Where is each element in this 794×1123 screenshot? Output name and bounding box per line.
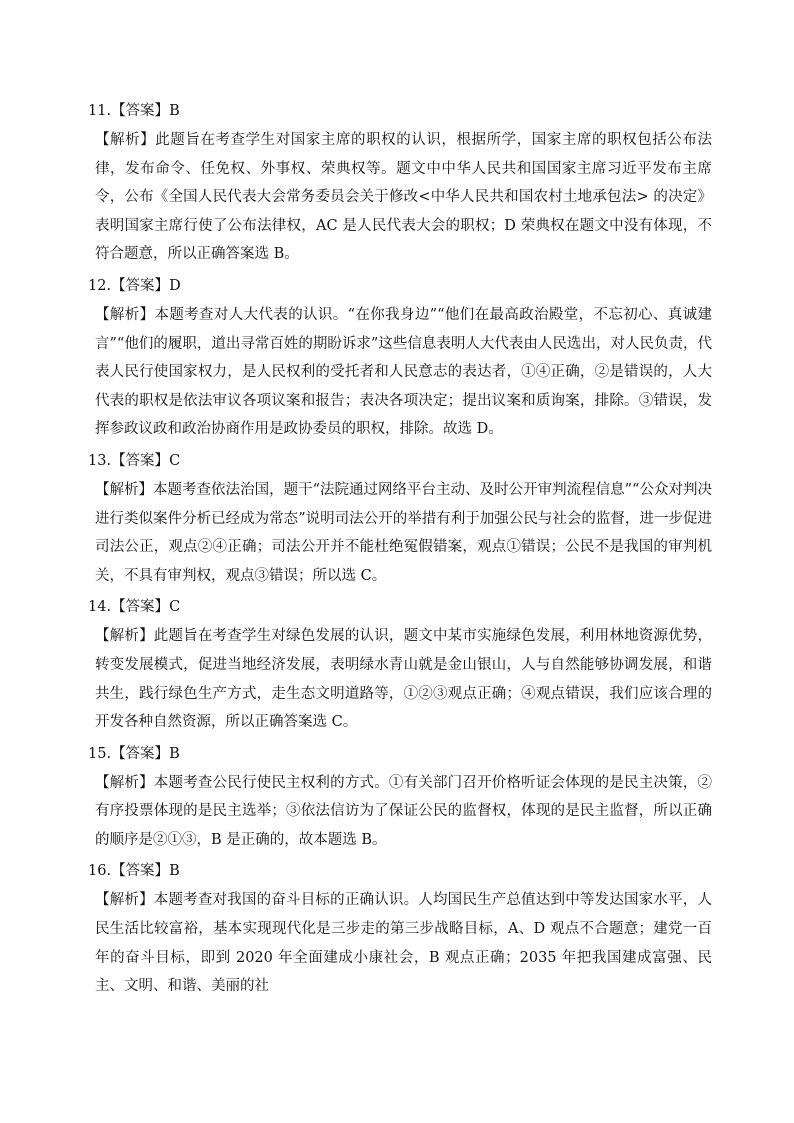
analysis-label: 【解析】 bbox=[95, 892, 154, 909]
question-number: 16. bbox=[88, 863, 112, 880]
analysis-text: 本题考查公民行使民主权利的方式。①有关部门召开价格听证会体现的是民主决策，②有序投票体现的是民主选举；③依法信访为了保证公民的监督权，体现的是民主监督，所以正确的顺序是②①③，B 是正确的，故本题选 B。 bbox=[95, 774, 712, 848]
analysis-text: 本题考查对人大代表的认识。“在你我身边”“他们在最高政治殿堂，不忘初心、真诚建言”“他们的履职，道出寻常百姓的期盼诉求”这些信息表明人大代表由人民选出，对人民负责，代表人民行使国家权力，是人民权利的受托者和人民意志的表达者，①④正确，②是错误的，人大代表的职权是依法审议各项议案和报告；表决各项决定；提出议案和质询案，排除。③错误，发挥参政议政和政治协商作用是政协委员的职权，排除。故选 D。 bbox=[95, 306, 712, 438]
answer-line bbox=[88, 96, 712, 126]
question-12 bbox=[88, 271, 712, 444]
analysis-label: 【解析】 bbox=[95, 481, 154, 498]
question-number: 11. bbox=[88, 103, 112, 119]
question-number: 12. bbox=[88, 277, 112, 294]
answer-value: B bbox=[169, 863, 180, 880]
answer-line bbox=[88, 592, 712, 622]
question-11 bbox=[88, 96, 712, 269]
analysis-text: 本题考查依法治国，题干“法院通过网络平台主动、及时公开审判流程信息”“公众对判决进行类似案件分析已经成为常态”说明司法公开的举措有利于加强公民与社会的监督，进一步促进司法公正，观点②④正确；司法公开并不能杜绝冤假错案，观点①错误；公民不是我国的审判机关，不具有审判权，观点③错误；所以选 C。 bbox=[95, 481, 712, 584]
analysis-label: 【解析】 bbox=[95, 306, 155, 323]
analysis-text: 本题考查对我国的奋斗目标的正确认识。人均国民生产总值达到中等发达国家水平，人民生活比较富裕，基本实现现代化是三步走的第三步战略目标，A、D 观点不合题意；建党一百年的奋斗目标，即到 2020 年全面建成小康社会，B 观点正确；2035 年把我国建成富强、民主、文明、和谐、美丽的社 bbox=[95, 892, 712, 995]
answer-value: C bbox=[169, 452, 181, 469]
analysis-paragraph bbox=[88, 301, 712, 444]
question-number: 15. bbox=[88, 745, 112, 762]
analysis-paragraph bbox=[88, 769, 712, 855]
analysis-paragraph bbox=[88, 476, 712, 590]
answer-label: 【答案】 bbox=[111, 452, 170, 469]
answer-value: B bbox=[169, 745, 180, 762]
analysis-label: 【解析】 bbox=[95, 628, 154, 645]
question-number: 13. bbox=[88, 452, 112, 469]
question-16 bbox=[88, 856, 712, 1000]
answer-label: 【答案】 bbox=[111, 745, 170, 762]
analysis-paragraph bbox=[88, 622, 712, 736]
answer-line bbox=[88, 271, 712, 301]
analysis-label: 【解析】 bbox=[95, 774, 154, 791]
question-14 bbox=[88, 592, 712, 736]
answer-label: 【答案】 bbox=[111, 599, 170, 616]
answer-line bbox=[88, 856, 712, 886]
analysis-label: 【解析】 bbox=[95, 132, 156, 148]
answer-line bbox=[88, 446, 712, 476]
analysis-paragraph bbox=[88, 126, 712, 269]
question-number: 14. bbox=[88, 599, 112, 616]
answer-value: D bbox=[169, 277, 181, 294]
question-13 bbox=[88, 446, 712, 590]
question-15 bbox=[88, 739, 712, 855]
answer-label: 【答案】 bbox=[111, 277, 170, 294]
answer-value: B bbox=[169, 103, 180, 119]
analysis-paragraph bbox=[88, 886, 712, 1000]
answer-value: C bbox=[169, 599, 181, 616]
answer-line bbox=[88, 739, 712, 769]
answer-label: 【答案】 bbox=[111, 103, 170, 119]
analysis-text: 此题旨在考查学生对国家主席的职权的认识，根据所学，国家主席的职权包括公布法律，发布命令、任免权、外事权、荣典权等。题文中中华人民共和国国家主席习近平发布主席令，公布《全国人民代表大会常务委员会关于修改<中华人民共和国农村土地承包法> 的决定》表明国家主席行使了公布法律权，AC 是人民代表大会的职权；D 荣典权在题文中没有体现，不符合题意，所以正确答案选 B。 bbox=[95, 132, 712, 263]
answer-label: 【答案】 bbox=[111, 863, 170, 880]
analysis-text: 此题旨在考查学生对绿色发展的认识，题文中某市实施绿色发展，利用林地资源优势，转变发展模式，促进当地经济发展，表明绿水青山就是金山银山，人与自然能够协调发展，和谐共生，践行绿色生产方式，走生态文明道路等，①②③观点正确；④观点错误，我们应该合理的开发各种自然资源，所以正确答案选 C。 bbox=[95, 628, 712, 731]
